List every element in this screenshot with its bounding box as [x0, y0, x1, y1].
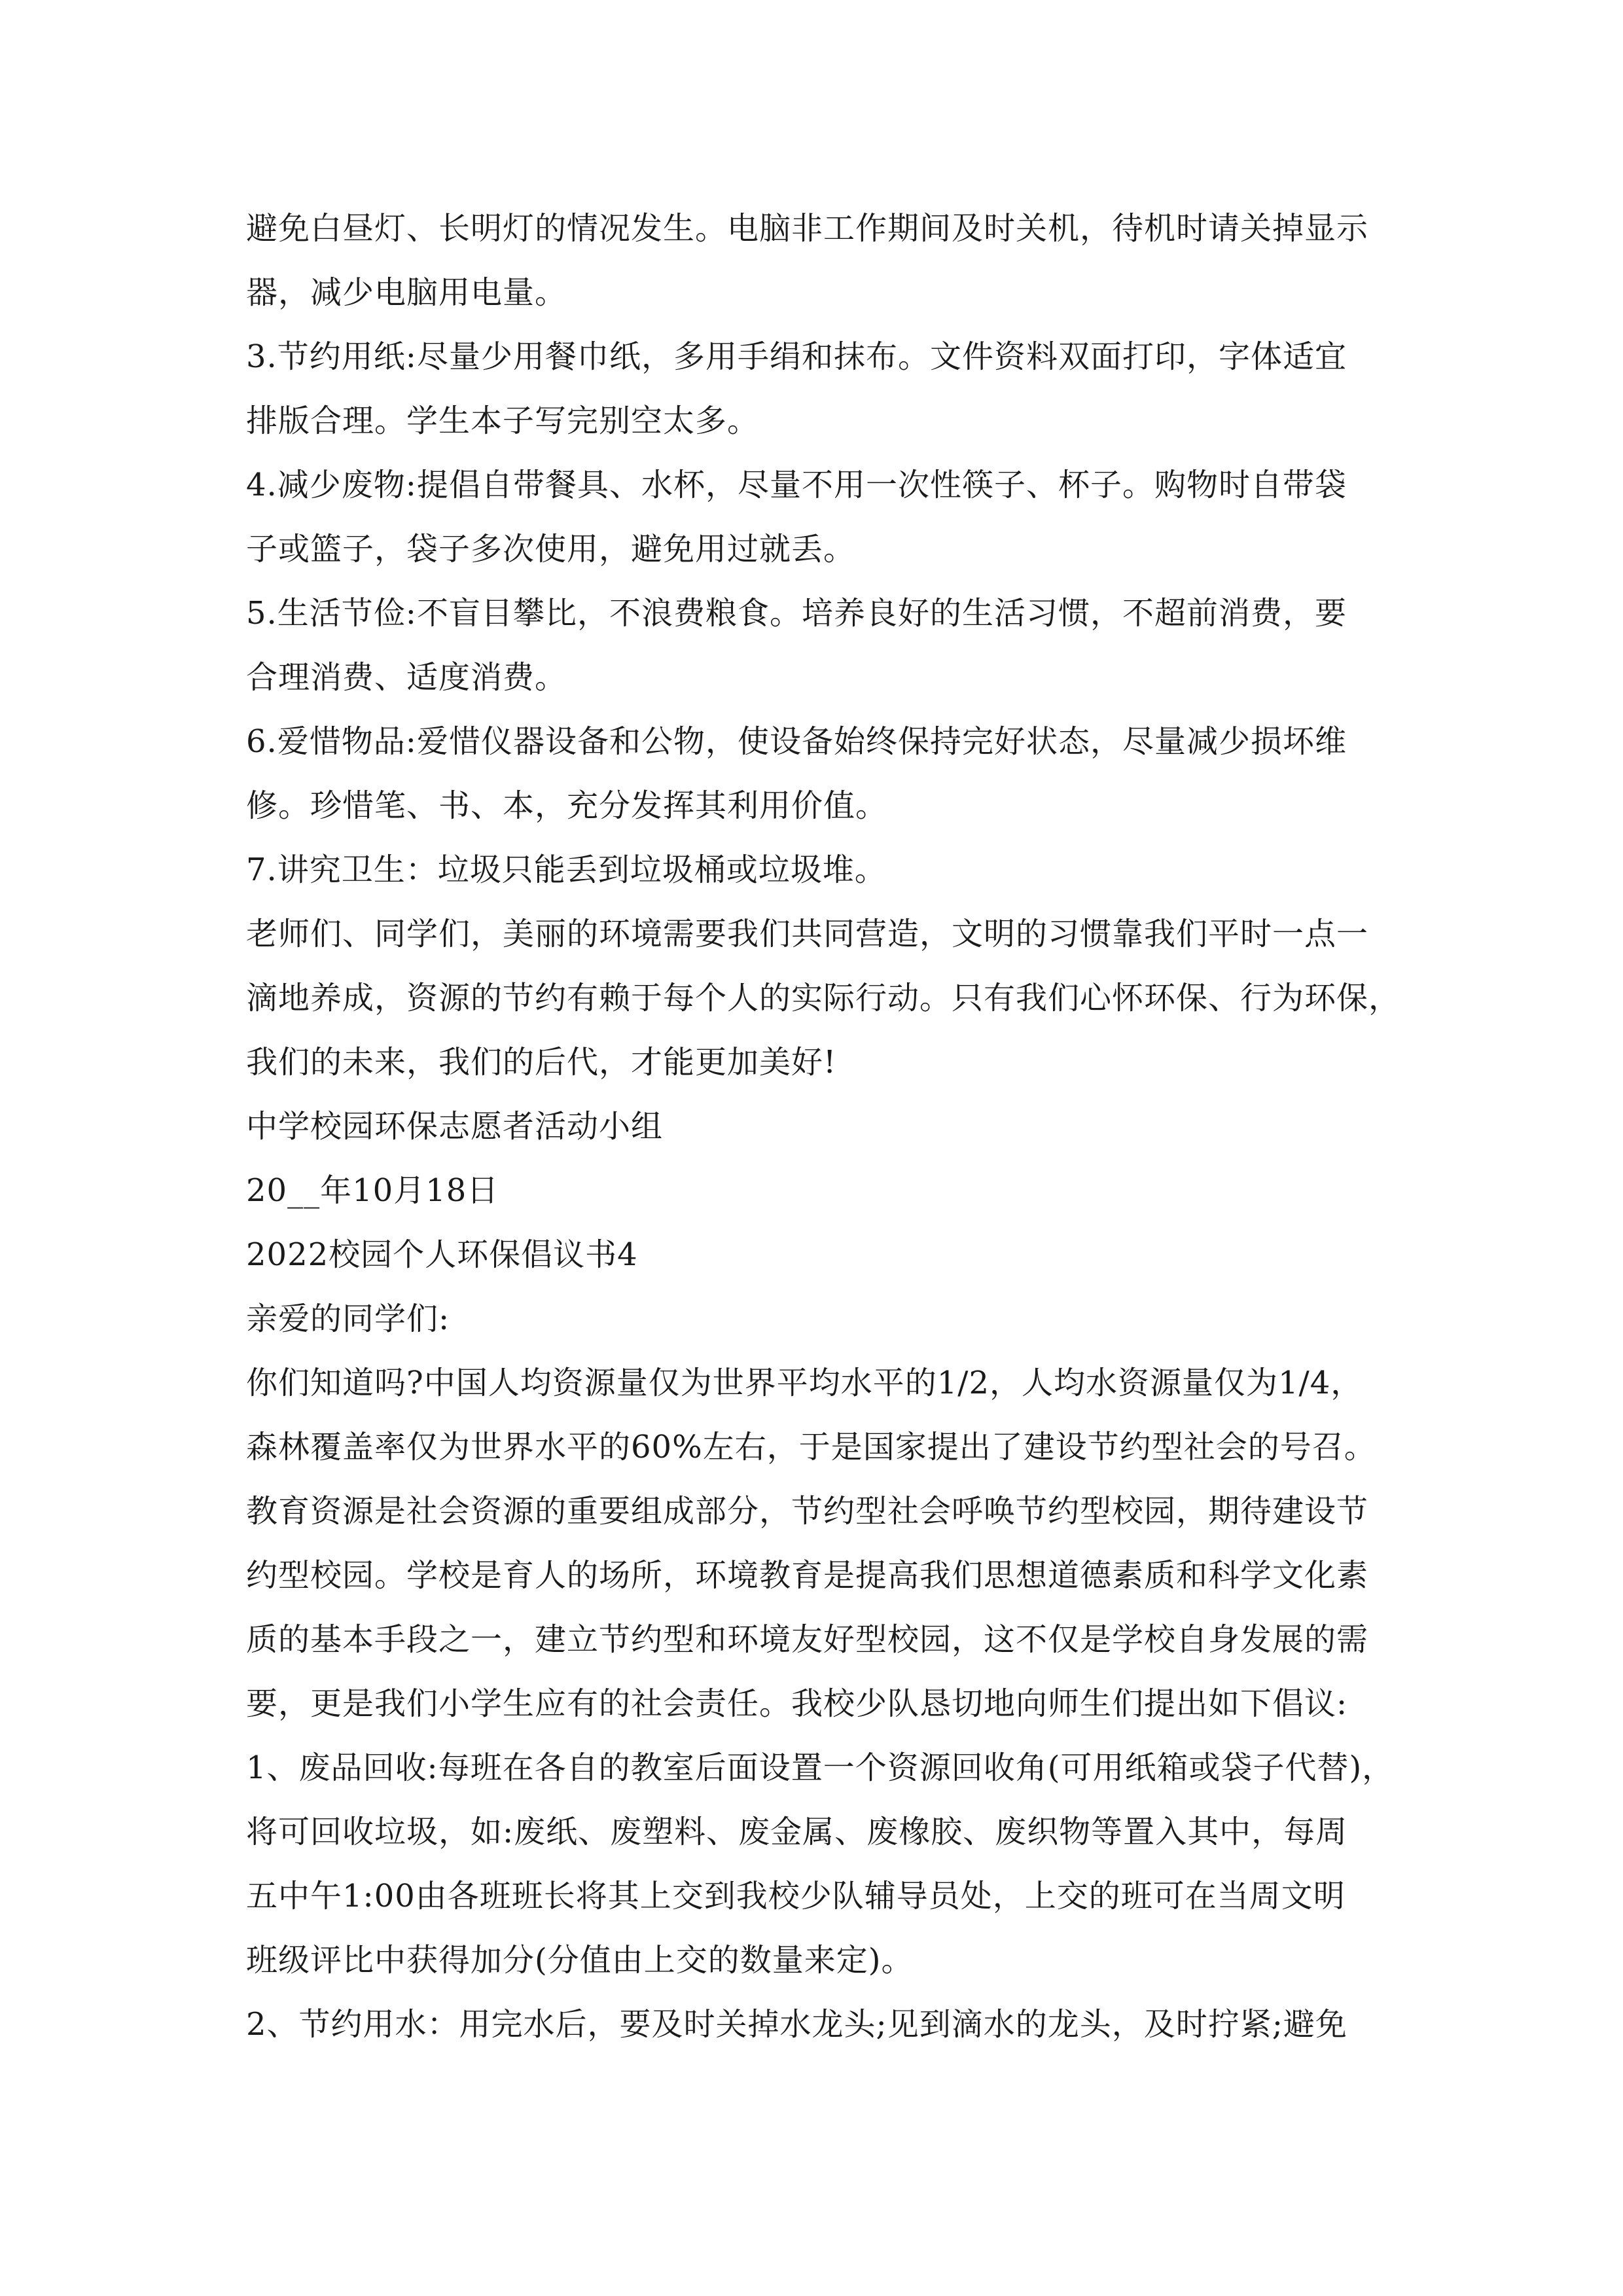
date-line: 20__年10月18日 [246, 1172, 499, 1209]
text-line: 将可回收垃圾，如:废纸、废塑料、废金属、废橡胶、废织物等置入其中，每周 [246, 1814, 1348, 1850]
text-line: 滴地养成，资源的节约有赖于每个人的实际行动。只有我们心怀环保、行为环保， [246, 980, 1401, 1016]
section-title: 2022校园个人环保倡议书4 [246, 1236, 638, 1273]
text-line: 4.减少废物:提倡自带餐具、水杯，尽量不用一次性筷子、杯子。购物时自带袋 [246, 467, 1347, 503]
text-line: 7.讲究卫生：垃圾只能丢到垃圾桶或垃圾堆。 [246, 852, 887, 888]
text-line: 要，更是我们小学生应有的社会责任。我校少队恳切地向师生们提出如下倡议: [246, 1685, 1348, 1722]
text-line: 5.生活节俭:不盲目攀比，不浪费粮食。培养良好的生活习惯，不超前消费，要 [246, 595, 1347, 632]
text-line: 3.节约用纸:尽量少用餐巾纸，多用手绢和抹布。文件资料双面打印，字体适宜 [246, 338, 1347, 375]
document-body [246, 196, 1401, 2056]
text-line: 你们知道吗?中国人均资源量仅为世界平均水平的1/2，人均水资源量仅为1/4， [246, 1365, 1363, 1401]
text-line: 子或篮子，袋子多次使用，避免用过就丢。 [246, 531, 856, 567]
text-line: 班级评比中获得加分(分值由上交的数量来定)。 [246, 1942, 914, 1979]
text-line: 教育资源是社会资源的重要组成部分，节约型社会呼唤节约型校园，期待建设节 [246, 1493, 1369, 1530]
text-line: 1、废品回收:每班在各自的教室后面设置一个资源回收角(可用纸箱或袋子代替)， [246, 1749, 1395, 1786]
signature-line: 中学校园环保志愿者活动小组 [246, 1108, 664, 1145]
text-line: 2、节约用水：用完水后，要及时关掉水龙头;见到滴水的龙头，及时拧紧;避免 [246, 2006, 1347, 2043]
text-line: 排版合理。学生本子写完别空太多。 [246, 403, 760, 439]
text-line: 五中午1:00由各班班长将其上交到我校少队辅导员处，上交的班可在当周文明 [246, 1878, 1346, 1914]
salutation: 亲爱的同学们: [246, 1300, 450, 1337]
text-line: 质的基本手段之一，建立节约型和环境友好型校园，这不仅是学校自身发展的需 [246, 1621, 1369, 1658]
text-line: 约型校园。学校是育人的场所，环境教育是提高我们思想道德素质和科学文化素 [246, 1557, 1369, 1594]
text-line: 避免白昼灯、长明灯的情况发生。电脑非工作期间及时关机，待机时请关掉显示 [246, 210, 1369, 247]
text-line: 器，减少电脑用电量。 [246, 274, 567, 311]
text-line: 森林覆盖率仅为世界水平的60%左右，于是国家提出了建设节约型社会的号召。 [246, 1429, 1376, 1465]
text-line: 6.爱惜物品:爱惜仪器设备和公物，使设备始终保持完好状态，尽量减少损坏维 [246, 723, 1347, 760]
text-line: 修。珍惜笔、书、本，充分发挥其利用价值。 [246, 787, 888, 824]
text-line: 老师们、同学们，美丽的环境需要我们共同营造，文明的习惯靠我们平时一点一 [246, 916, 1369, 952]
text-line: 我们的未来，我们的后代，才能更加美好! [246, 1044, 837, 1081]
text-line: 合理消费、适度消费。 [246, 659, 567, 696]
